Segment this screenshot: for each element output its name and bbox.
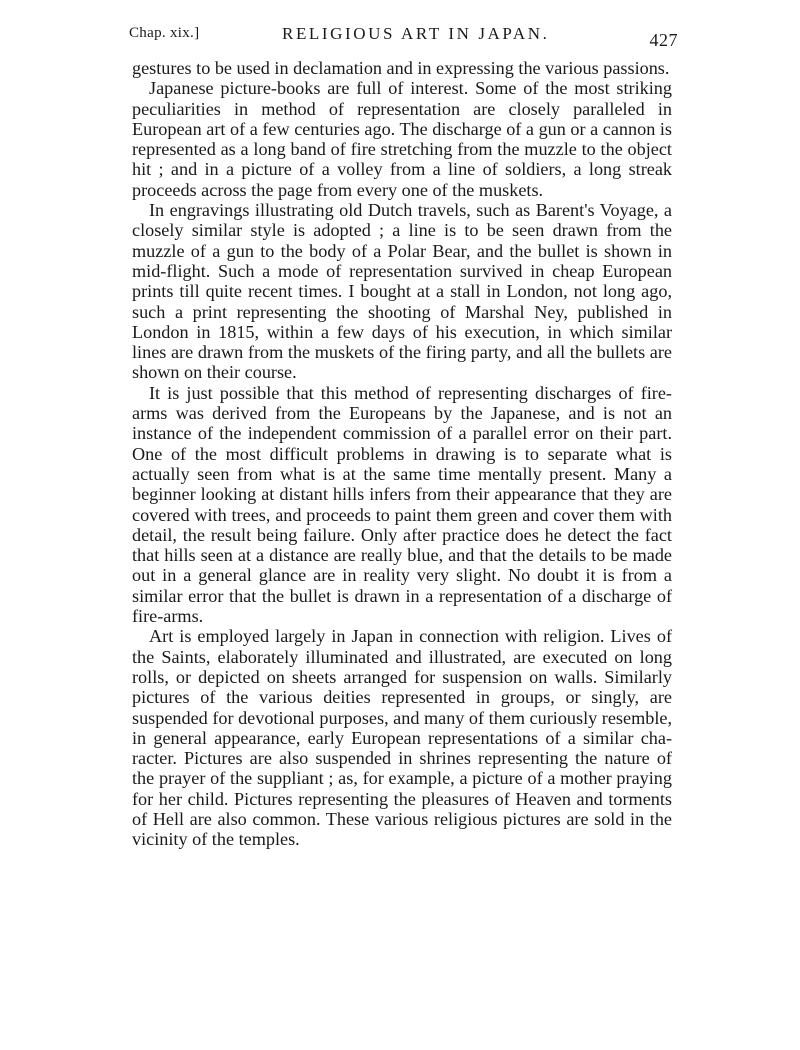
- paragraph-dutch-engravings: In engravings illustrating old Dutch travels, such as Barent's Voyage, a closely similar style is adopted ; a line is to be seen drawn from the muzzle of a gun to the body of a Polar Bear, and the bullet is shown in mid-flight. Such a mode of representation survived in cheap European prints till quite recent times. I bought at a stall in London, not long ago, such a print representing the shooting of Marshal Ney, published in London in 1815, within a few days of his execution, in which similar lines are drawn from the muskets of the firing party, and all the bullets are shown on their course.: [132, 200, 672, 383]
- book-page: [129, 22, 678, 850]
- paragraph-picture-books: Japanese picture-books are full of interest. Some of the most striking peculiarities in method of representation are closely paralleled in European art of a few centuries ago. The discharge of a gun or a cannon is represented as a long band of fire stretching from the muzzle to the object hit ; and in a picture of a volley from a line of soldiers, a long streak proceeds across the page from every one of the muskets.: [132, 78, 672, 200]
- running-header: [129, 22, 678, 52]
- running-title: RELIGIOUS ART IN JAPAN.: [282, 24, 550, 43]
- body-text: [132, 58, 672, 850]
- paragraph-religious-art: Art is employed largely in Japan in connection with religion. Lives of the Saints, elaborately illuminated and illustrated, are executed on long rolls, or depicted on sheets arranged for suspension on walls. Similarly pictures of the various deities represented in groups, or singly, are suspended for devotional purposes, and many of them curiously resemble, in general appearance, early European representations of a similar character. Pictures are also suspended in shrines representing the nature of the prayer of the suppliant ; as, for example, a picture of a mother praying for her child. Pictures representing the pleasures of Heaven and torments of Hell are also common. These various religious pictures are sold in the vicinity of the temples.: [132, 626, 672, 850]
- paragraph-continuation: gestures to be used in declamation and in expressing the various passions.: [132, 58, 670, 78]
- page-number: 427: [649, 30, 678, 50]
- paragraph-firearms-method: It is just possible that this method of representing discharges of fire-arms was derived from the Europeans by the Japanese, and is not an instance of the independent commission of a parallel error on their part. One of the most difficult problems in drawing is to separate what is actually seen from what is at the same time mentally present. Many a beginner looking at distant hills infers from their appearance that they are covered with trees, and proceeds to paint them green and cover them with detail, the result being failure. Only after practice does he detect the fact that hills seen at a distance are really blue, and that the details to be made out in a general glance are in reality very slight. No doubt it is from a similar error that the bullet is drawn in a representation of a discharge of fire-arms.: [132, 382, 672, 627]
- chapter-label: Chap. xix.]: [129, 25, 200, 41]
